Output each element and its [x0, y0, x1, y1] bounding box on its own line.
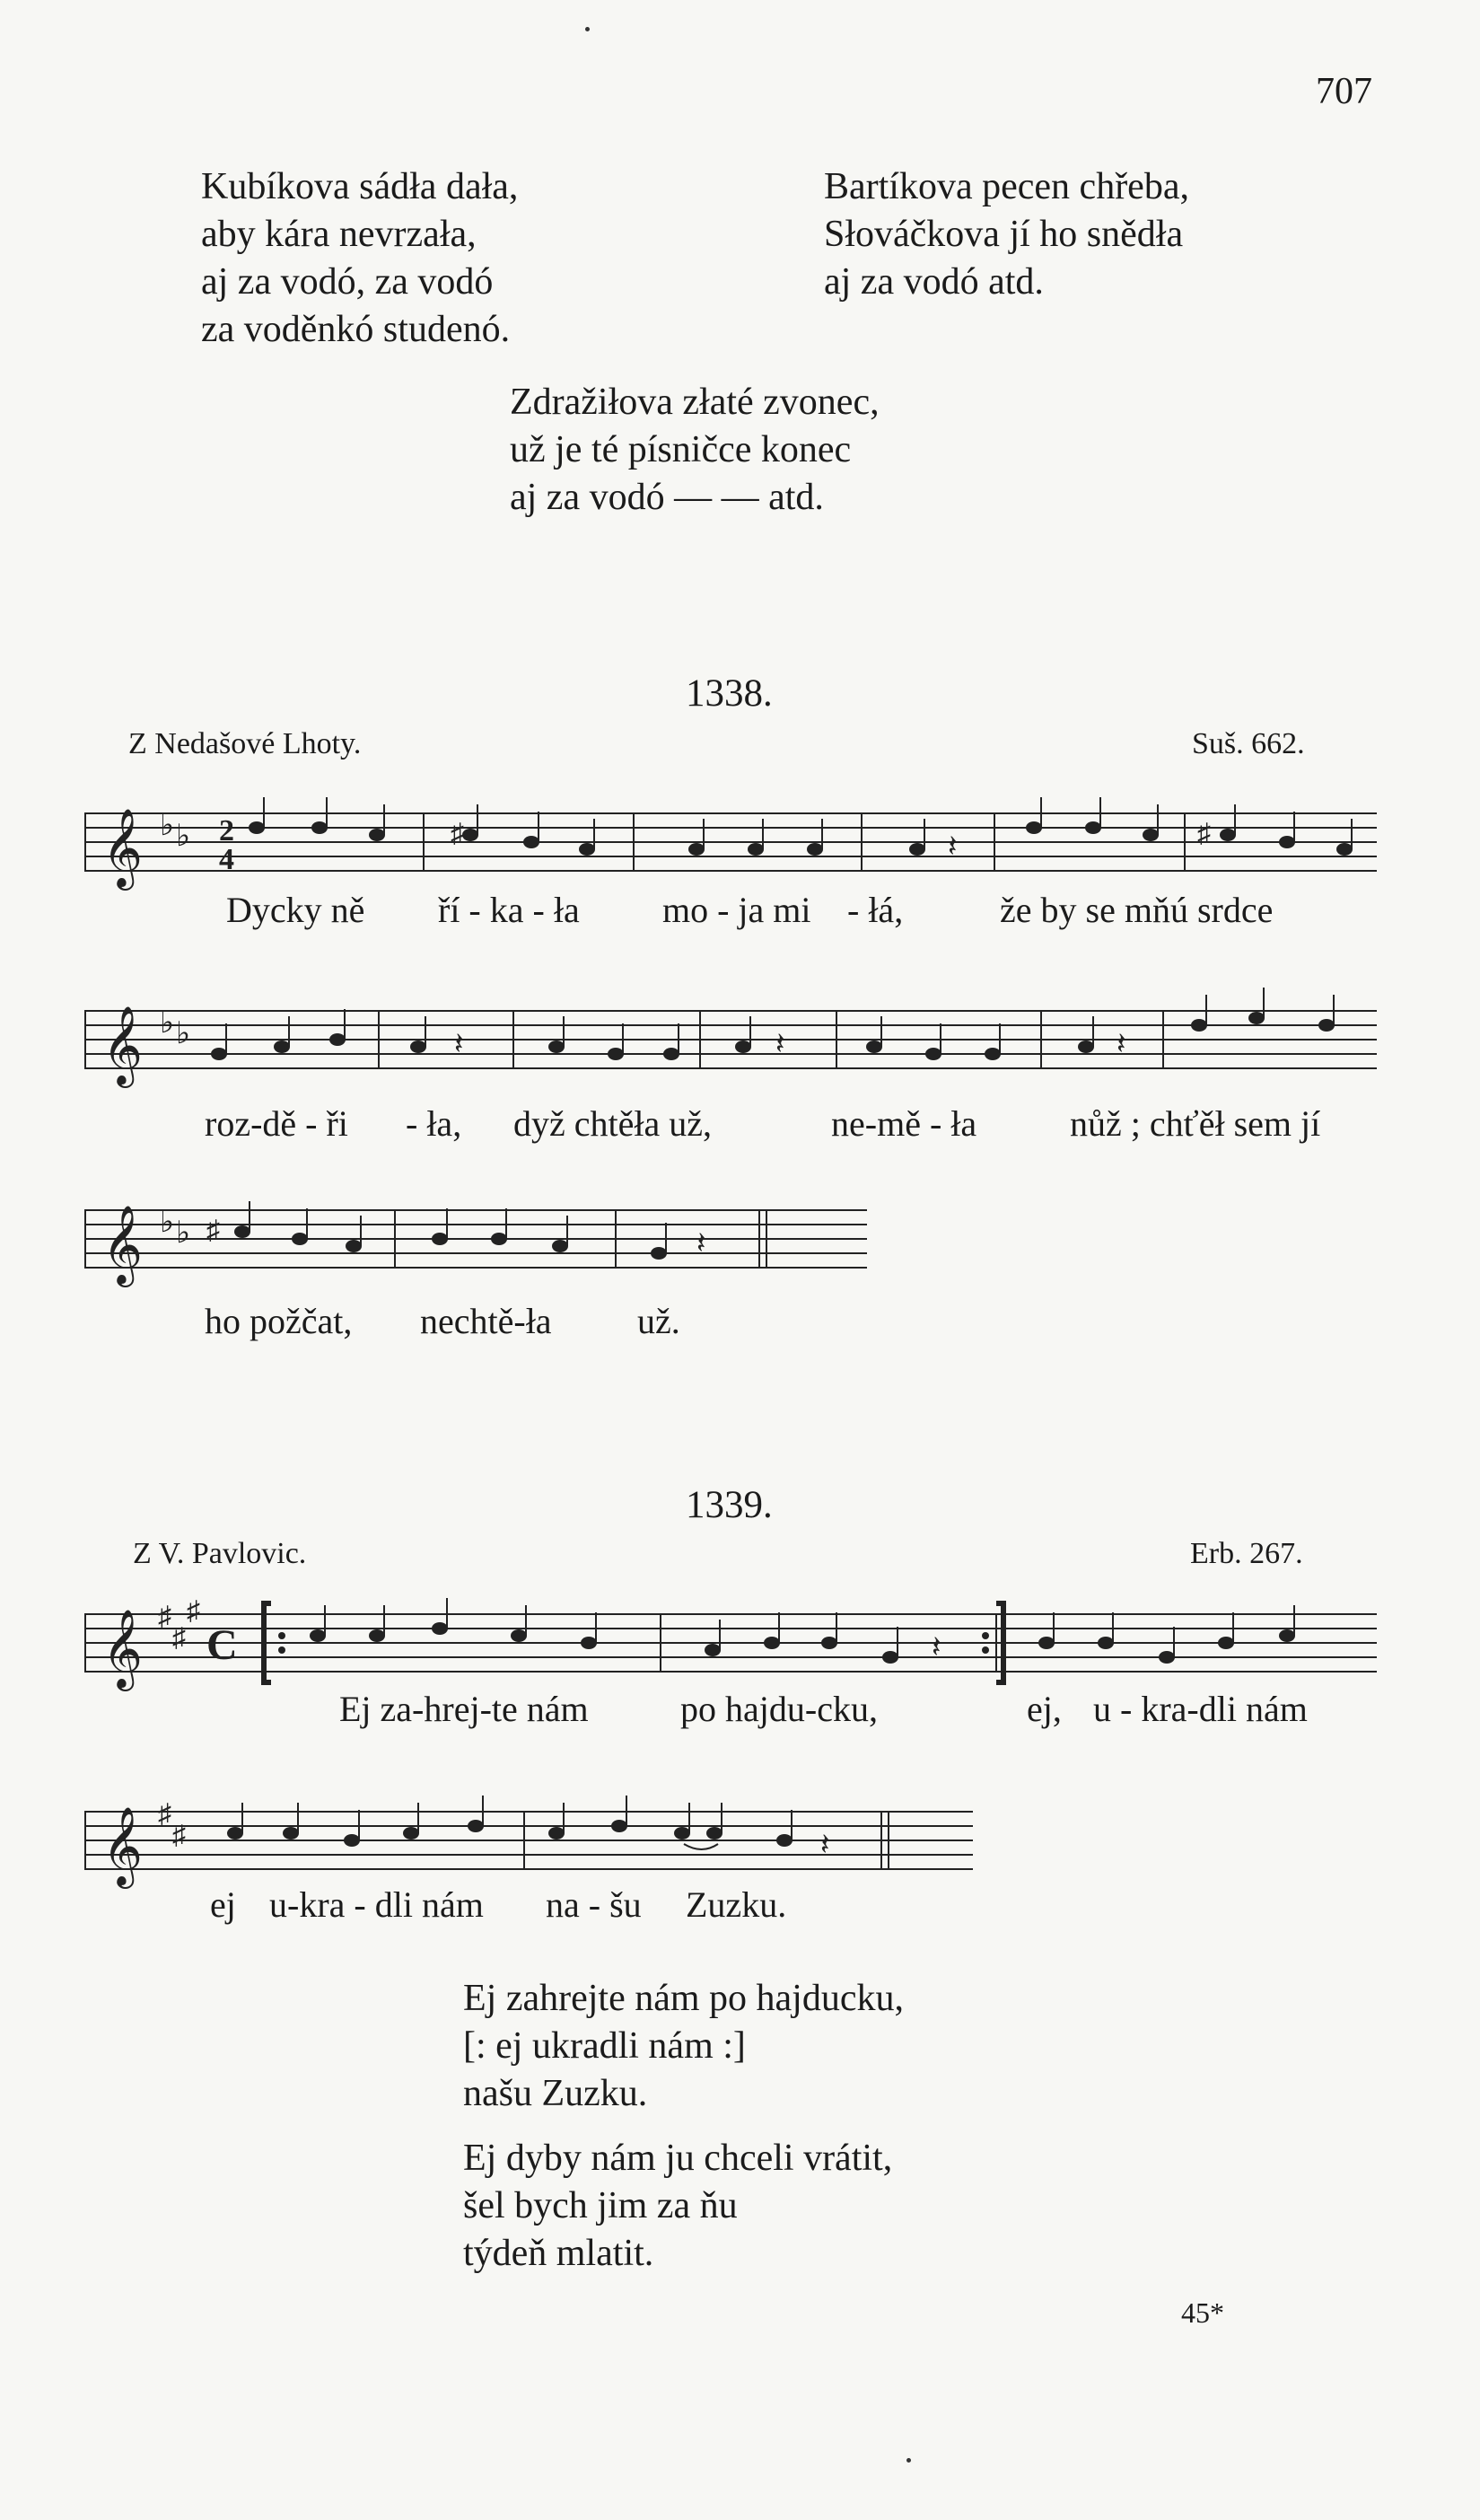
lyric-syllable: ří - ka - ła [438, 890, 580, 930]
sharp-icon: ♯ [158, 1799, 171, 1829]
verse-center [510, 379, 880, 522]
rest-icon: 𝄽 [454, 1028, 464, 1061]
verse-line: našu Zuzku. [463, 2073, 648, 2114]
lyric-syllable: ho požčat, [205, 1301, 353, 1341]
time-signature-top: 2 [219, 814, 234, 847]
flat-icon: ♭ [176, 1216, 191, 1250]
song-number: 1338. [686, 672, 773, 715]
verse-line: Ej dyby nám ju chceli vrátit, [463, 2138, 893, 2179]
time-signature-bottom: 4 [219, 843, 234, 876]
tie-icon [684, 1844, 718, 1849]
treble-clef-icon: 𝄞 [102, 1805, 143, 1885]
verse-line: už je té písničce konec [510, 429, 852, 470]
song-verse [463, 2135, 892, 2278]
verse-line: aby kára nevrzała, [201, 214, 477, 255]
verse-line: Kubíkova sádła dała, [201, 166, 519, 207]
song-origin: Z Nedašové Lhoty. [128, 727, 362, 760]
treble-clef-icon: 𝄞 [102, 1005, 143, 1084]
song-number: 1339. [686, 1484, 773, 1526]
sharp-icon: ♯ [158, 1602, 171, 1631]
sharp-icon: ♯ [1197, 819, 1211, 848]
lyric-line [0, 1102, 1480, 1146]
lyric-syllable: roz-dě - ři [205, 1103, 348, 1144]
signature-mark: 45* [1181, 2296, 1224, 2329]
flat-icon: ♭ [176, 820, 191, 853]
lyric-line [0, 1300, 1480, 1343]
flat-icon: ♭ [176, 1017, 191, 1050]
song-verse [463, 1975, 904, 2118]
speck [906, 2458, 911, 2463]
lyric-syllable: Ej za-hrej-te nám [339, 1689, 589, 1729]
music-staff [84, 1194, 892, 1302]
sharp-icon: ♯ [206, 1216, 220, 1245]
speck [585, 27, 590, 31]
rest-icon: 𝄽 [948, 830, 958, 864]
music-staff [84, 995, 1377, 1102]
verse-line: [: ej ukradli nám :] [463, 2025, 746, 2067]
lyric-syllable: mo - ja mi [662, 890, 811, 930]
lyric-line [0, 889, 1480, 932]
song-origin: Z V. Pavlovic. [133, 1537, 307, 1570]
lyric-syllable: nechtě-ła [420, 1301, 552, 1341]
rest-icon: 𝄽 [775, 1028, 785, 1061]
rest-icon: 𝄽 [696, 1227, 706, 1260]
lyric-syllable: Dycky ně [226, 890, 365, 930]
verse-line: aj za vodó — — atd. [510, 477, 824, 518]
verse-line: aj za vodó, za vodó [201, 261, 494, 303]
flat-icon: ♭ [160, 809, 175, 842]
lyric-syllable: už. [637, 1301, 680, 1341]
lyric-syllable: u-kra - dli nám [269, 1884, 484, 1925]
lyric-syllable: - ła, [406, 1103, 462, 1144]
verse-line: Ej zahrejte nám po hajducku, [463, 1978, 904, 2019]
notes [249, 821, 1353, 856]
verse-line: Słováčkova jí ho snědła [824, 214, 1184, 255]
lyric-syllable: Zuzku. [686, 1884, 787, 1925]
verse-line: za voděnkó studenó. [201, 309, 511, 350]
flat-icon: ♭ [160, 1006, 175, 1040]
lyric-syllable: u - kra-dli nám [1093, 1689, 1308, 1729]
sharp-icon: ♯ [187, 1596, 200, 1626]
verse-line: aj za vodó atd. [824, 261, 1044, 303]
treble-clef-icon: 𝄞 [102, 1204, 143, 1284]
lyric-syllable: že by se mňú srdce [1000, 890, 1274, 930]
verse-left [201, 163, 518, 354]
lyric-syllable: dyž chtěła už, [513, 1103, 712, 1144]
sharp-icon: ♯ [172, 1821, 186, 1850]
common-time-symbol: C [206, 1621, 238, 1669]
lyric-syllable: ej [210, 1884, 236, 1925]
lyric-line [0, 1883, 1480, 1927]
flat-icon: ♭ [160, 1206, 175, 1239]
lyric-syllable: - łá, [847, 890, 904, 930]
verse-line: týdeň mlatit. [463, 2233, 654, 2274]
verse-right [824, 163, 1189, 306]
sharp-icon: ♯ [451, 819, 464, 848]
lyric-syllable: nůž ; chťěł sem jí [1070, 1103, 1321, 1144]
rest-icon: 𝄽 [820, 1829, 830, 1862]
page-number: 707 [1316, 71, 1372, 112]
treble-clef-icon: 𝄞 [102, 807, 143, 887]
sharp-icon: ♯ [172, 1623, 186, 1653]
verse-line: Bartíkova pecen chřeba, [824, 166, 1189, 207]
song-source-ref: Suš. 662. [1192, 727, 1305, 760]
rest-icon: 𝄽 [1117, 1028, 1126, 1061]
lyric-syllable: na - šu [546, 1884, 642, 1925]
verse-line: Zdražiłova złaté zvonec, [510, 382, 880, 423]
song-source-ref: Erb. 267. [1190, 1537, 1303, 1570]
verse-line: šel bych jim za ňu [463, 2185, 738, 2226]
lyric-syllable: ej, [1027, 1689, 1062, 1729]
rest-icon: 𝄽 [932, 1631, 941, 1664]
notes [234, 1225, 667, 1260]
lyric-syllable: po hajdu-cku, [680, 1689, 878, 1729]
notes [227, 1820, 793, 1847]
lyric-line [0, 1688, 1480, 1731]
treble-clef-icon: 𝄞 [102, 1608, 143, 1688]
lyric-syllable: ne-mě - ła [831, 1103, 977, 1144]
